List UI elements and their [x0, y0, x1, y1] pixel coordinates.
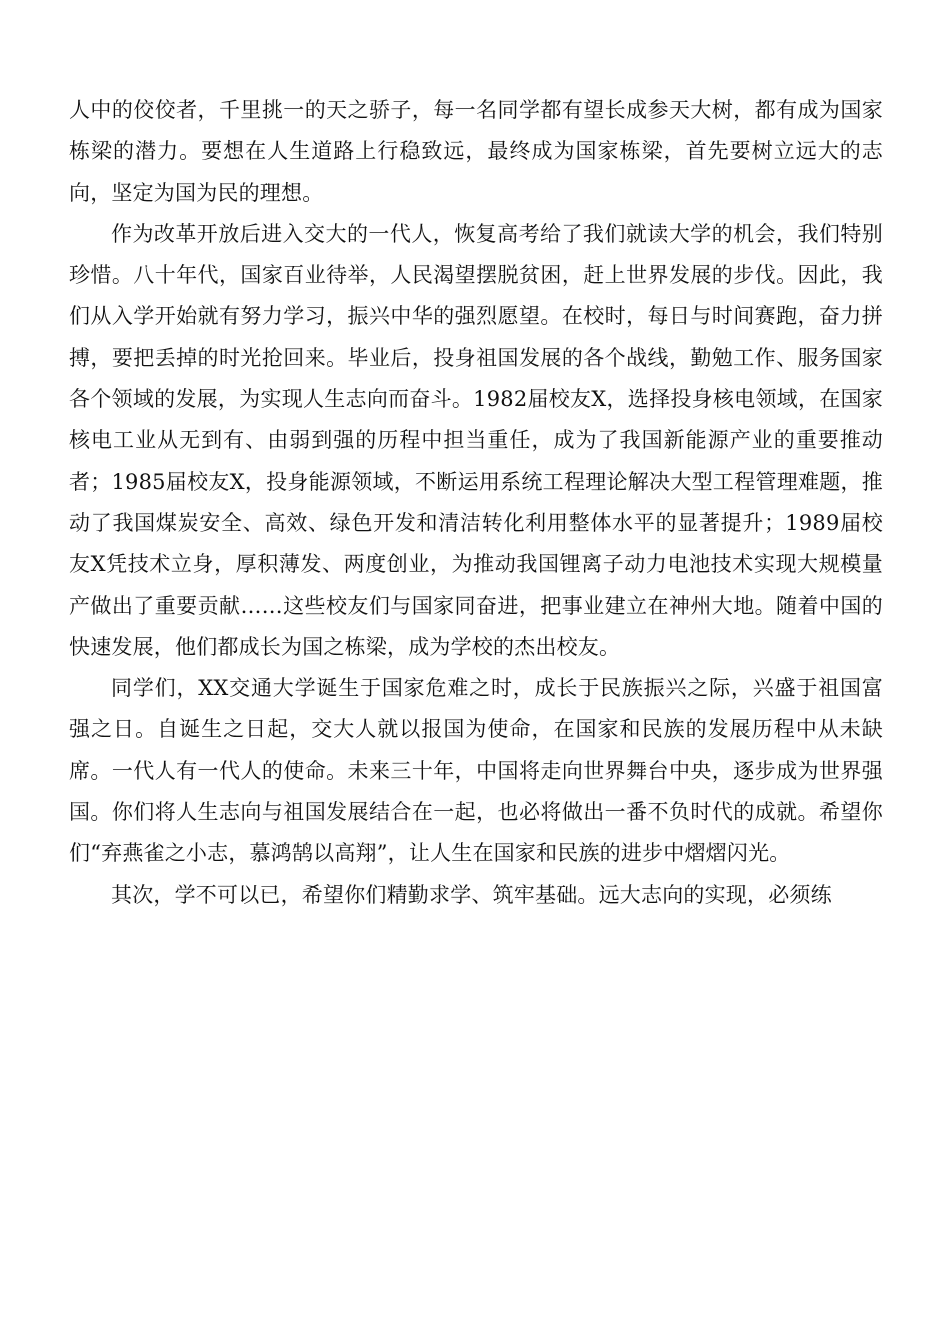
paragraph-1: 人中的佼佼者，千里挑一的天之骄子，每一名同学都有望长成参天大树，都有成为国家栋梁的潜力。要想在人生道路上行稳致远，最终成为国家栋梁，首先要树立远大的志向，坚定为国为民的理想。: [69, 98, 883, 205]
document-page: [69, 90, 883, 916]
paragraph-2: 作为改革开放后进入交大的一代人，恢复高考给了我们就读大学的机会，我们特别珍惜。八十年代，国家百业待举，人民渴望摆脱贫困，赶上世界发展的步伐。因此，我们从入学开始就有努力学习，振兴中华的强烈愿望。在校时，每日与时间赛跑，奋力拼搏，要把丢掉的时光抢回来。毕业后，投身祖国发展的各个战线，勤勉工作、服务国家各个领域的发展，为实现人生志向而奋斗。1982届校友X，选择投身核电领域，在国家核电工业从无到有、由弱到强的历程中担当重任，成为了我国新能源产业的重要推动者；1985届校友X，投身能源领域，不断运用系统工程理论解决大型工程管理难题，推动了我国煤炭安全、高效、绿色开发和清洁转化利用整体水平的显著提升；1989届校友X凭技术立身，厚积薄发、两度创业，为推动我国锂离子动力电池技术实现大规模量产做出了重要贡献……这些校友们与国家同奋进，把事业建立在神州大地。随着中国的快速发展，他们都成长为国之栋梁，成为学校的杰出校友。: [69, 221, 883, 659]
paragraph-4: 其次，学不可以已，希望你们精勤求学、筑牢基础。远大志向的实现，必须练: [111, 882, 832, 907]
paragraph-3: 同学们，XX交通大学诞生于国家危难之时，成长于民族振兴之际，兴盛于祖国富强之日。自诞生之日起，交大人就以报国为使命，在国家和民族的发展历程中从未缺席。一代人有一代人的使命。未来三十年，中国将走向世界舞台中央，逐步成为世界强国。你们将人生志向与祖国发展结合在一起，也必将做出一番不负时代的成就。希望你们“弃燕雀之小志，慕鸿鹄以高翔”，让人生在国家和民族的进步中熠熠闪光。: [69, 676, 883, 866]
